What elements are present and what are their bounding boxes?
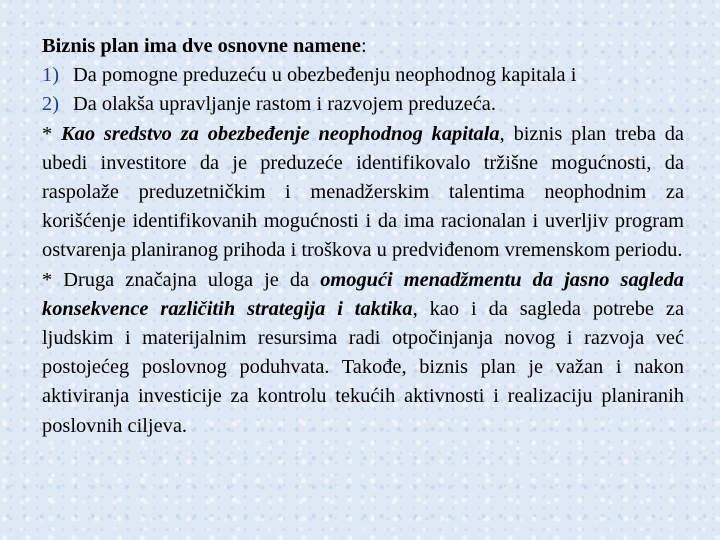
paragraph-text: , biznis plan treba da ubedi investitore da je preduzeće identifikovalo tržišne mogućnosti, da raspolaže preduzetničkim i menadžerskim talentima neophodnim za korišćenje identifikovanih mogućnosti i da ima racionalan i uverljiv program ostvarenja planiranog prihoda i troškova u predviđenom vremenskom periodu. [42, 122, 684, 262]
heading-line [42, 32, 684, 61]
heading-text: Biznis plan ima dve osnovne namene [42, 35, 361, 57]
list-item-number: 2) [42, 93, 59, 116]
list-item-text: Da olakša upravljanje rastom i razvojem preduzeća. [73, 93, 496, 116]
list-item-number: 1) [42, 64, 59, 87]
paragraph-lead: * Druga značajna uloga je da [42, 268, 321, 291]
list-item-text: Da pomogne preduzeću u obezbeđenju neophodnog kapitala i [73, 64, 577, 87]
emphasis-text: Kao sredstvo za obezbeđenje neophodnog kapitala [61, 122, 500, 145]
paragraph-text: , kao i da sagleda potrebe za ljudskim i materijalnim resursima radi otpočinjanja novog i razvoja već postojećeg poslovnog poduhvata. Takođe, biznis plan je važan i nakon aktiviranja investicije za kontrolu tekućih aktivnosti i realizaciju planiranih poslovnih ciljeva. [42, 297, 684, 437]
bullet-star: * [42, 122, 62, 145]
paragraph-management [42, 266, 684, 441]
slide-text [42, 32, 684, 441]
list-item [42, 61, 684, 90]
heading-colon: : [360, 35, 367, 57]
emphasis-text: omogući menadžmentu da jasno sagleda konsekvence različitih strategija i taktika [42, 268, 684, 320]
paragraph-capital [42, 120, 684, 266]
list-item [42, 90, 684, 119]
